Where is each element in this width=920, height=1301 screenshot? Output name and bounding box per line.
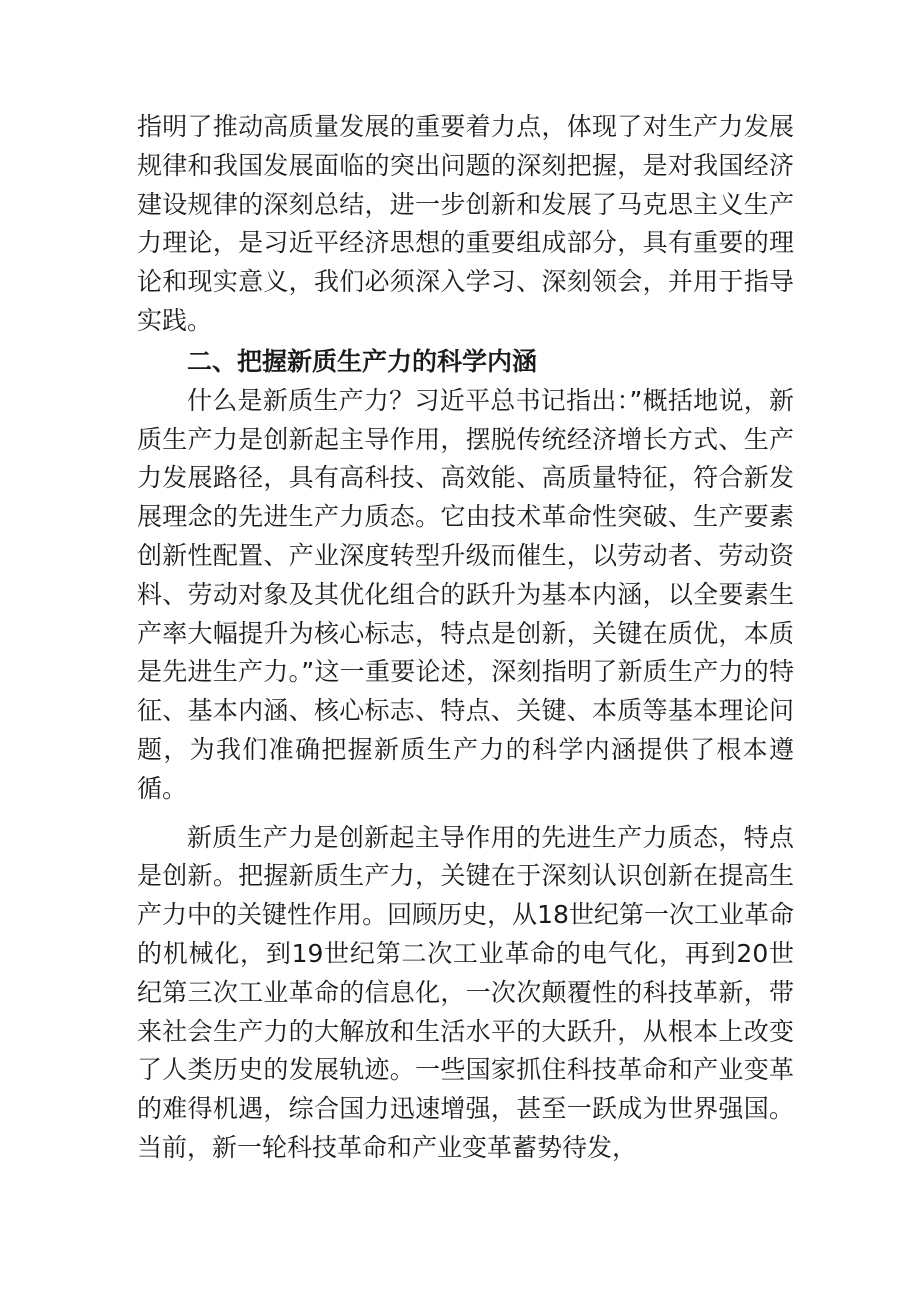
document-body bbox=[137, 108, 794, 1168]
paragraph-innovation: 新质生产力是创新起主导作用的先进生产力质态，特点是创新。把握新质生产力，关键在于深刻认识创新在提高生产力中的关键性作用。回顾历史，从18世纪第一次工业革命的机械化，到19世纪第二次工业革命的电气化，再到20世纪第三次工业革命的信息化，一次次颠覆性的科技革新，带来社会生产力的大解放和生活水平的大跃升，从根本上改变了人类历史的发展轨迹。一些国家抓住科技革命和产业变革的难得机遇，综合国力迅速增强，甚至一跃成为世界强国。当前，新一轮科技革命和产业变革蓄势待发， bbox=[137, 822, 794, 1162]
paragraph-definition: 什么是新质生产力？习近平总书记指出：”概括地说，新质生产力是创新起主导作用，摆脱传统经济增长方式、生产力发展路径，具有高科技、高效能、高质量特征，符合新发展理念的先进生产力质态。它由技术革命性突破、生产要素创新性配置、产业深度转型升级而催生，以劳动者、劳动资料、劳动对象及其优化组合的跃升为基本内涵，以全要素生产率大幅提升为核心标志，特点是创新，关键在质优，本质是先进生产力。”这一重要论述，深刻指明了新质生产力的特征、基本内涵、核心标志、特点、关键、本质等基本理论问题，为我们准确把握新质生产力的科学内涵提供了根本遵循。 bbox=[137, 385, 794, 803]
paragraph-continued: 指明了推动高质量发展的重要着力点，体现了对生产力发展规律和我国发展面临的突出问题的深刻把握，是对我国经济建设规律的深刻总结，进一步创新和发展了马克思主义生产力理论，是习近平经济思想的重要组成部分，具有重要的理论和现实意义，我们必须深入学习、深刻领会，并用于指导实践。 bbox=[137, 112, 794, 335]
section-heading: 二、把握新质生产力的科学内涵 bbox=[187, 346, 538, 376]
